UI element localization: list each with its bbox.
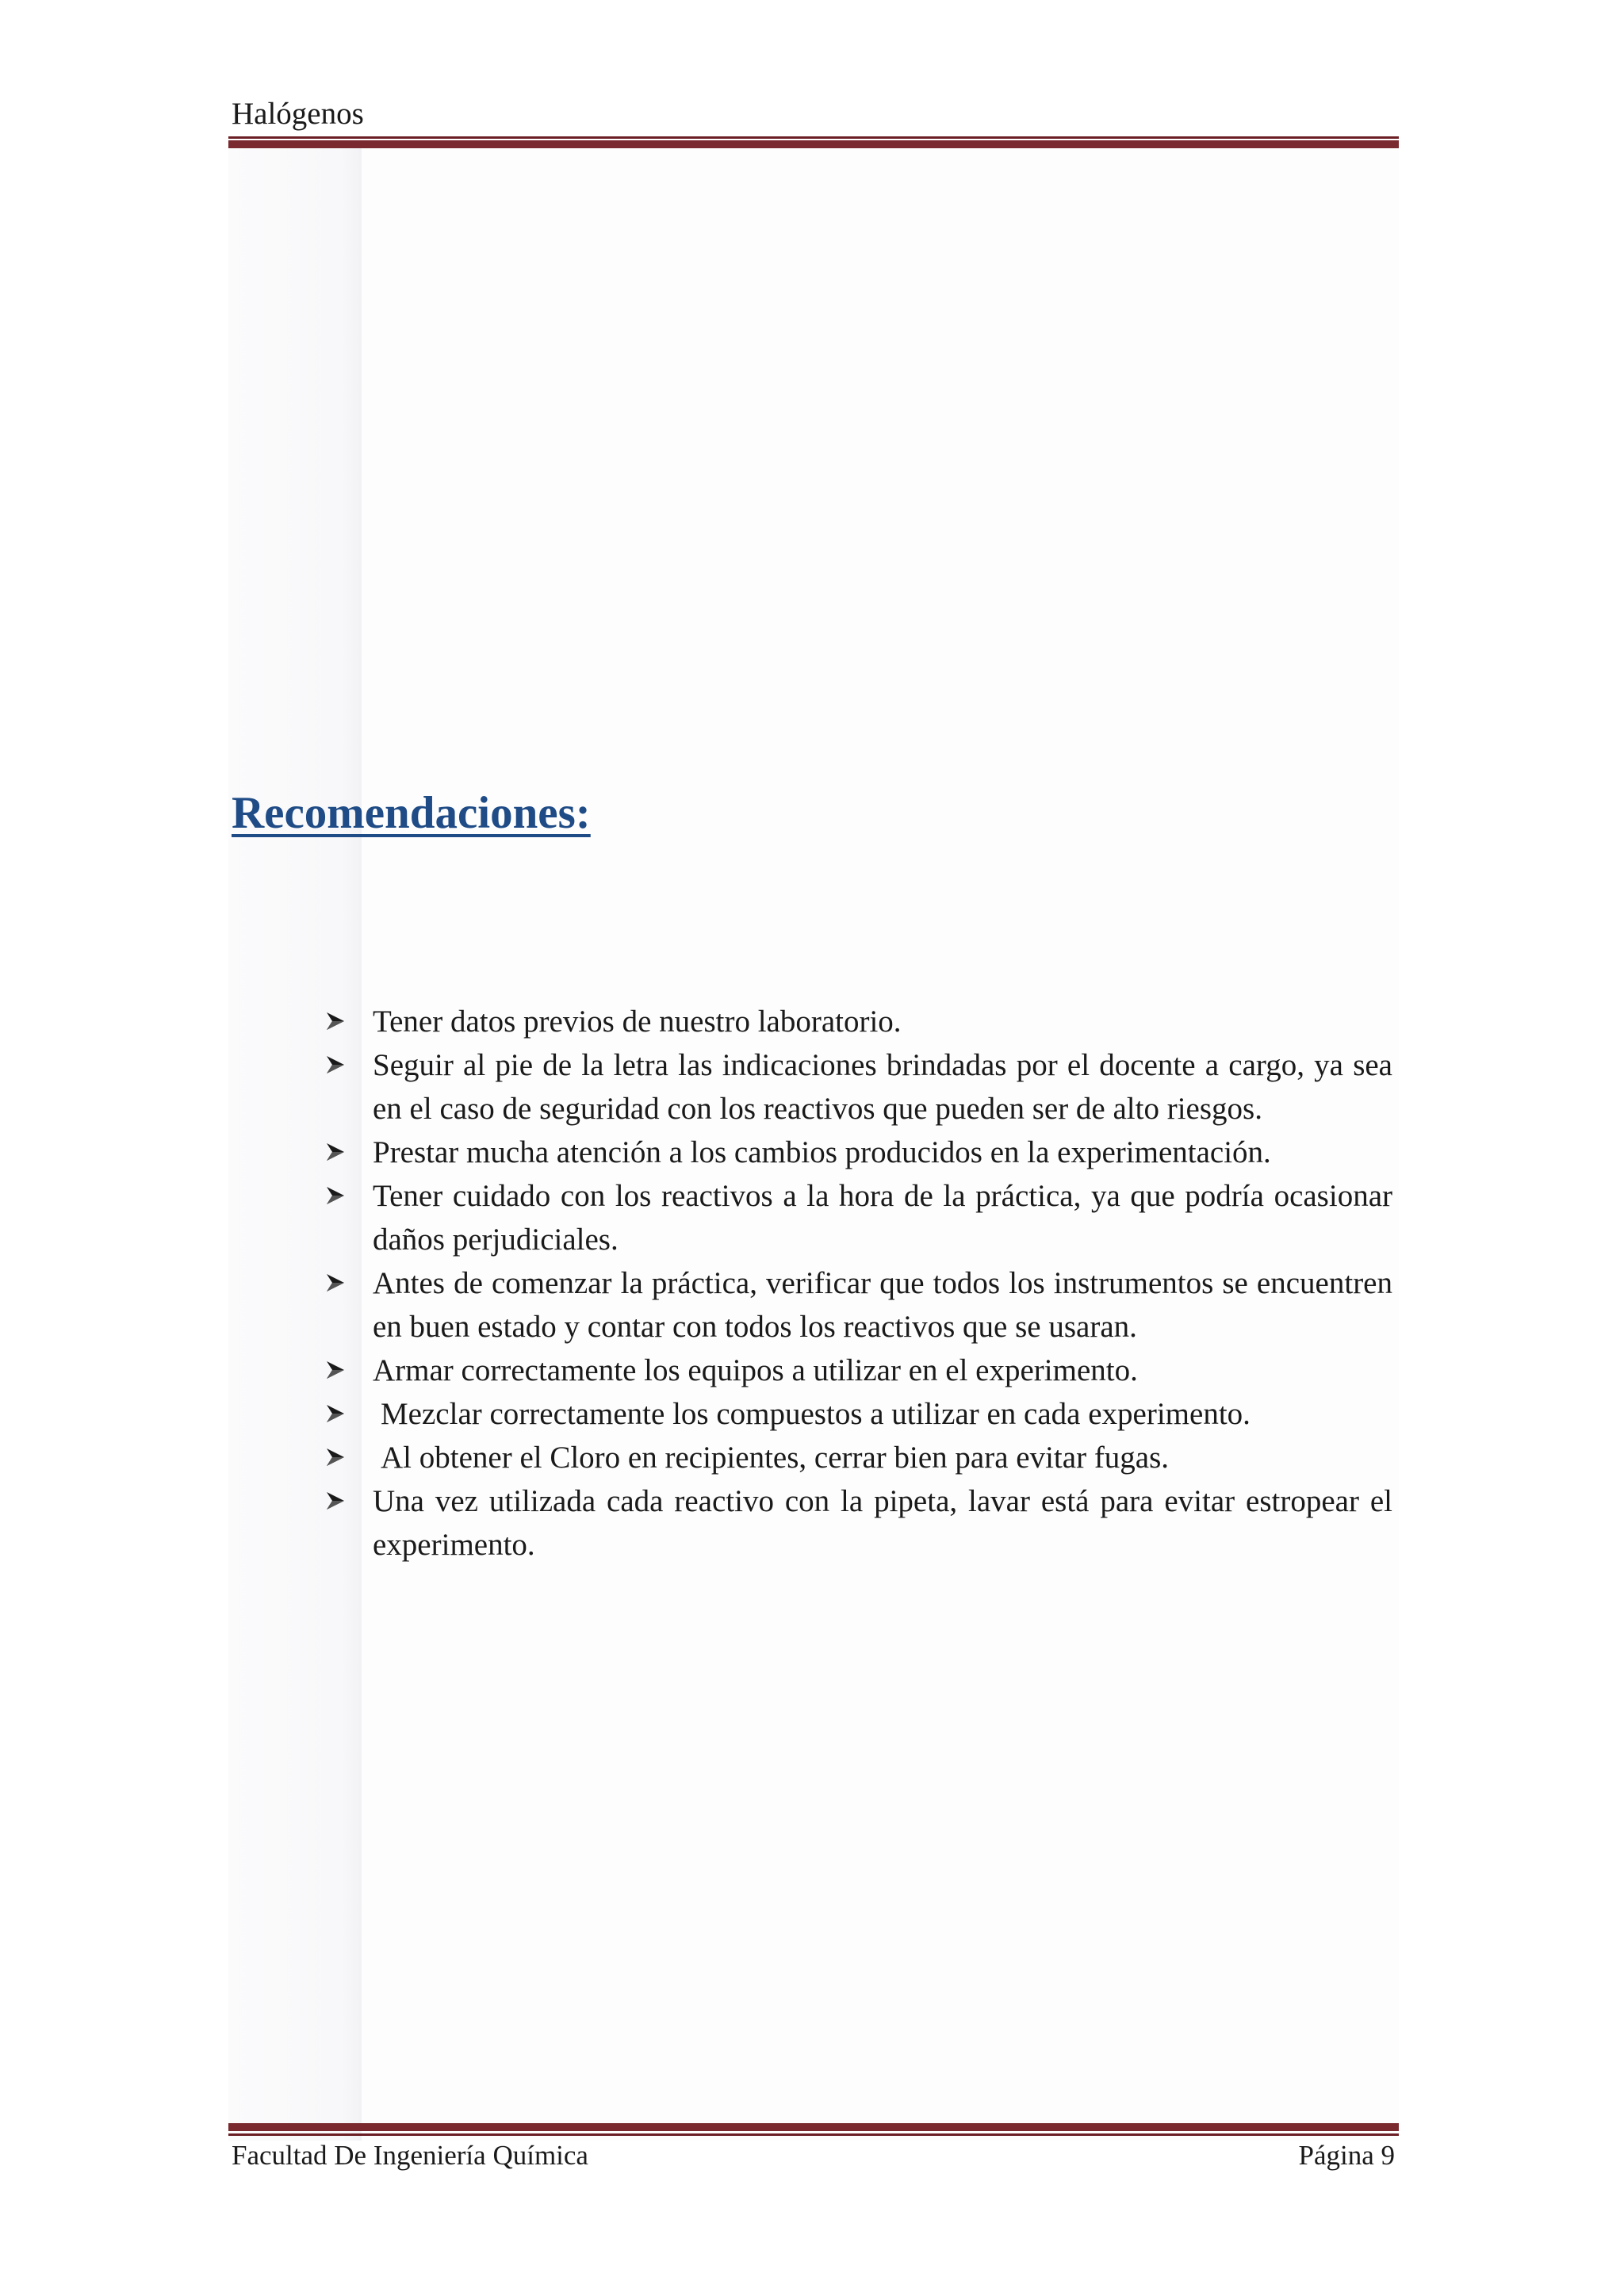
header-rule-thin (228, 136, 1399, 139)
arrowhead-bullet-icon (325, 1142, 346, 1162)
footer-rule-thick (228, 2123, 1399, 2131)
footer-page-number: Página 9 (1298, 2140, 1395, 2171)
list-item (325, 1349, 1392, 1392)
header-rule-thick (228, 140, 1399, 148)
list-item-text: Al obtener el Cloro en recipientes, cerrar bien para evitar fugas. (381, 1441, 1170, 1475)
arrowhead-bullet-icon (325, 1054, 346, 1075)
list-item (325, 1043, 1392, 1131)
list-item-text: Antes de comenzar la práctica, verificar que todos los instrumentos se encuentren en buen estado y contar con todos los reactivos que se usaran. (373, 1266, 1392, 1344)
section-heading: Recomendaciones: (232, 788, 591, 838)
list-item (325, 1436, 1392, 1479)
list-item (325, 1479, 1392, 1567)
list-item-text: Seguir al pie de la letra las indicaciones brindadas por el docente a cargo, ya sea en el caso de seguridad con los reactivos que pueden ser de alto riesgos. (373, 1048, 1392, 1126)
list-item (325, 1000, 1392, 1043)
arrowhead-bullet-icon (325, 1490, 346, 1511)
list-item (325, 1174, 1392, 1261)
list-item-text: Tener datos previos de nuestro laboratorio. (373, 1004, 902, 1039)
arrowhead-bullet-icon (325, 1011, 346, 1031)
arrowhead-bullet-icon (325, 1403, 346, 1424)
list-item (325, 1131, 1392, 1174)
arrowhead-bullet-icon (325, 1360, 346, 1380)
arrowhead-bullet-icon (325, 1185, 346, 1206)
list-item-text: Mezclar correctamente los compuestos a utilizar en cada experimento. (381, 1397, 1251, 1431)
list-item-text: Una vez utilizada cada reactivo con la pipeta, lavar está para evitar estropear el experimento. (373, 1484, 1392, 1562)
footer-faculty: Facultad De Ingeniería Química (232, 2140, 588, 2171)
recommendations-list (325, 1000, 1392, 1567)
list-item (325, 1261, 1392, 1349)
list-item-text: Tener cuidado con los reactivos a la hora de la práctica, ya que podría ocasionar daños perjudiciales. (373, 1179, 1392, 1257)
list-item (325, 1392, 1392, 1436)
list-item-text: Armar correctamente los equipos a utilizar en el experimento. (373, 1353, 1138, 1387)
list-item-text: Prestar mucha atención a los cambios producidos en la experimentación. (373, 1135, 1271, 1169)
header-title: Halógenos (232, 97, 364, 131)
arrowhead-bullet-icon (325, 1447, 346, 1468)
footer-rule-thin (228, 2133, 1399, 2136)
arrowhead-bullet-icon (325, 1272, 346, 1293)
